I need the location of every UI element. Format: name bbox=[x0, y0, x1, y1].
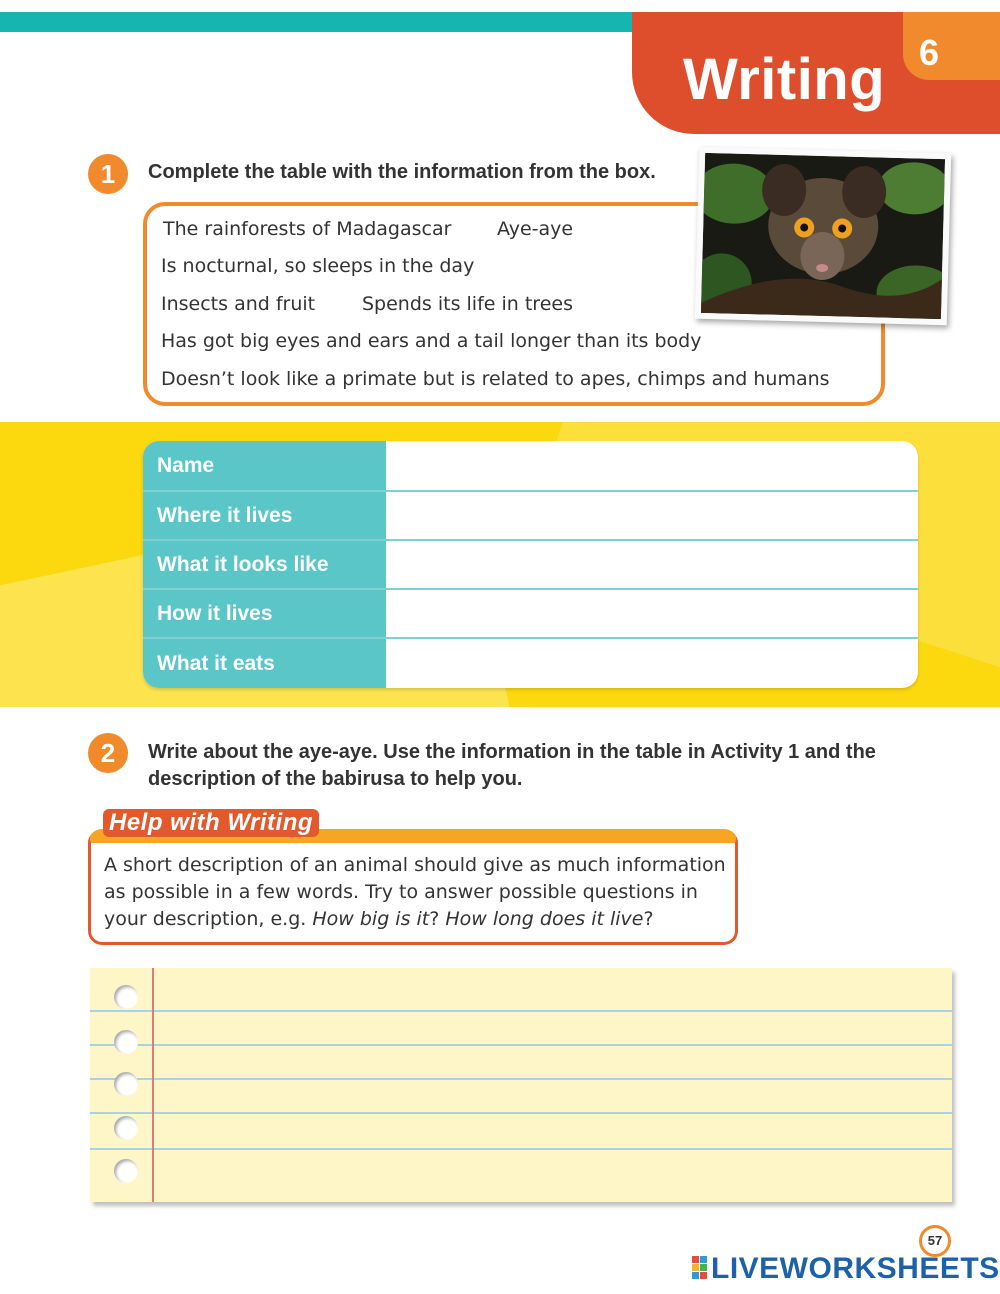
activity-2-instruction-line-2: description of the babirusa to help you. bbox=[148, 768, 523, 790]
help-text-body: A short description of an animal should give as much information as possible in a few words. Try to answer possible questions in your description, e.g. bbox=[104, 854, 726, 930]
word-box-item: Aye-aye bbox=[497, 218, 574, 240]
unit-number: 6 bbox=[919, 32, 940, 73]
help-title: Help with Writing bbox=[103, 809, 319, 837]
answer-cell-what-it-looks-like[interactable] bbox=[386, 541, 918, 588]
word-box-item: Spends its life in trees bbox=[362, 293, 573, 315]
help-question-2: How long does it live bbox=[445, 908, 644, 930]
row-label-name: Name bbox=[143, 441, 386, 490]
answer-cell-where-it-lives[interactable] bbox=[386, 492, 918, 539]
activity-2-instruction-line-1: Write about the aye-aye. Use the information in the table in Activity 1 and the bbox=[148, 741, 876, 763]
word-box-item: Is nocturnal, so sleeps in the day bbox=[161, 255, 475, 277]
unit-tab bbox=[903, 12, 1000, 80]
page-title: Writing bbox=[683, 47, 886, 112]
notepad-hole bbox=[114, 985, 138, 1009]
writing-notepad[interactable] bbox=[90, 968, 952, 1202]
table-row bbox=[143, 441, 918, 490]
activity-1-instruction: Complete the table with the information from the box. bbox=[148, 161, 656, 183]
liveworksheets-brand: LIVEWORKSHEETS bbox=[711, 1252, 1000, 1285]
notepad-hole bbox=[114, 1116, 138, 1140]
word-box-item: Doesn’t look like a primate but is related to apes, chimps and humans bbox=[161, 368, 830, 390]
notepad-hole bbox=[114, 1030, 138, 1054]
info-table bbox=[143, 441, 918, 688]
page-number: 57 bbox=[919, 1225, 951, 1257]
answer-cell-what-it-eats[interactable] bbox=[386, 639, 918, 688]
table-row bbox=[143, 639, 918, 688]
activity-2-number: 2 bbox=[88, 733, 128, 773]
help-separator: ? bbox=[429, 908, 446, 930]
liveworksheets-logo-icon bbox=[692, 1256, 708, 1280]
table-row bbox=[143, 590, 918, 637]
help-question-1: How big is it bbox=[312, 908, 430, 930]
table-row bbox=[143, 541, 918, 588]
aye-aye-photo bbox=[695, 147, 951, 326]
word-box-item: Insects and fruit bbox=[161, 293, 316, 315]
help-text bbox=[104, 852, 734, 933]
table-row bbox=[143, 492, 918, 539]
answer-cell-name[interactable] bbox=[386, 441, 918, 490]
notepad-hole bbox=[114, 1159, 138, 1183]
notepad-hole bbox=[114, 1072, 138, 1096]
activity-1-number: 1 bbox=[88, 154, 128, 194]
row-label-how-it-lives: How it lives bbox=[143, 590, 386, 637]
notepad-margin-line bbox=[152, 968, 154, 1202]
word-box-item: Has got big eyes and ears and a tail longer than its body bbox=[161, 330, 702, 352]
word-box-item: The rainforests of Madagascar bbox=[163, 218, 452, 240]
row-label-what-it-looks-like: What it looks like bbox=[143, 541, 386, 588]
row-label-where-it-lives: Where it lives bbox=[143, 492, 386, 539]
aye-aye-illustration bbox=[701, 153, 945, 319]
help-end: ? bbox=[643, 908, 654, 930]
header-teal-bar bbox=[0, 12, 640, 32]
row-label-what-it-eats: What it eats bbox=[143, 639, 386, 688]
answer-cell-how-it-lives[interactable] bbox=[386, 590, 918, 637]
